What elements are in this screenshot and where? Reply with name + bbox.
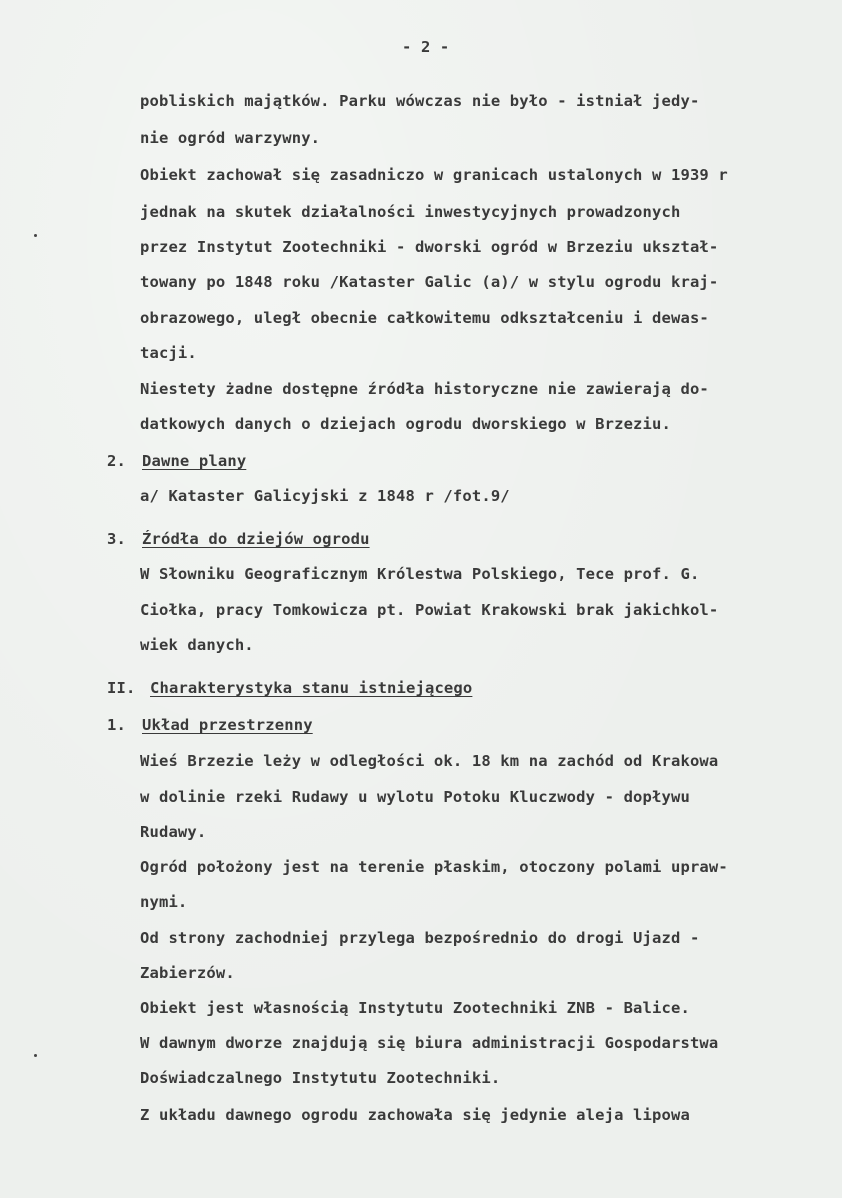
text-line: nie ogród warzywny. xyxy=(140,129,321,147)
section-number: 3. xyxy=(107,530,126,548)
text-line: W Słowniku Geograficznym Królestwa Polskiego, Tece prof. G. xyxy=(140,565,700,583)
text-line: Wieś Brzezie leży w odległości ok. 18 km na zachód od Krakowa xyxy=(140,752,719,770)
text-line: Zabierzów. xyxy=(140,964,235,982)
text-line: Doświadczalnego Instytutu Zootechniki. xyxy=(140,1069,501,1087)
text-line: datkowych danych o dziejach ogrodu dworskiego w Brzeziu. xyxy=(140,415,671,433)
section-heading: Źródła do dziejów ogrodu xyxy=(142,530,370,548)
text-line: w dolinie rzeki Rudawy u wylotu Potoku Kluczwody - dopływu xyxy=(140,788,690,806)
paper-speck xyxy=(34,234,37,237)
text-line: tacji. xyxy=(140,344,197,362)
text-line: Od strony zachodniej przylega bezpośrednio do drogi Ujazd - xyxy=(140,929,700,947)
text-line: jednak na skutek działalności inwestycyjnych prowadzonych xyxy=(140,203,681,221)
text-line: Rudawy. xyxy=(140,823,207,841)
text-line: towany po 1848 roku /Kataster Galic (a)/ w stylu ogrodu kraj- xyxy=(140,273,719,291)
text-line: Niestety żadne dostępne źródła historyczne nie zawierają do- xyxy=(140,380,709,398)
text-line: nymi. xyxy=(140,893,188,911)
text-line: Obiekt zachował się zasadniczo w granicach ustalonych w 1939 r xyxy=(140,166,728,184)
section-heading: Dawne plany xyxy=(142,452,247,470)
section-heading: Charakterystyka stanu istniejącego xyxy=(150,679,473,697)
section-number: II. xyxy=(107,679,136,697)
text-line: przez Instytut Zootechniki - dworski ogród w Brzeziu ukształ- xyxy=(140,238,719,256)
section-number: 1. xyxy=(107,716,126,734)
page-number: - 2 - xyxy=(402,38,450,56)
text-line: wiek danych. xyxy=(140,636,254,654)
paper-speck xyxy=(34,1054,37,1057)
text-line: W dawnym dworze znajdują się biura administracji Gospodarstwa xyxy=(140,1034,719,1052)
text-line: a/ Kataster Galicyjski z 1848 r /fot.9/ xyxy=(140,487,510,505)
text-line: obrazowego, uległ obecnie całkowitemu odkształceniu i dewas- xyxy=(140,309,709,327)
text-line: Obiekt jest własnością Instytutu Zootechniki ZNB - Balice. xyxy=(140,999,690,1017)
text-line: Ciołka, pracy Tomkowicza pt. Powiat Krakowski brak jakichkol- xyxy=(140,601,719,619)
text-line: Ogród położony jest na terenie płaskim, otoczony polami upraw- xyxy=(140,858,728,876)
section-number: 2. xyxy=(107,452,126,470)
text-line: pobliskich majątków. Parku wówczas nie było - istniał jedy- xyxy=(140,92,700,110)
section-heading: Układ przestrzenny xyxy=(142,716,313,734)
text-line: Z układu dawnego ogrodu zachowała się jedynie aleja lipowa xyxy=(140,1106,690,1124)
